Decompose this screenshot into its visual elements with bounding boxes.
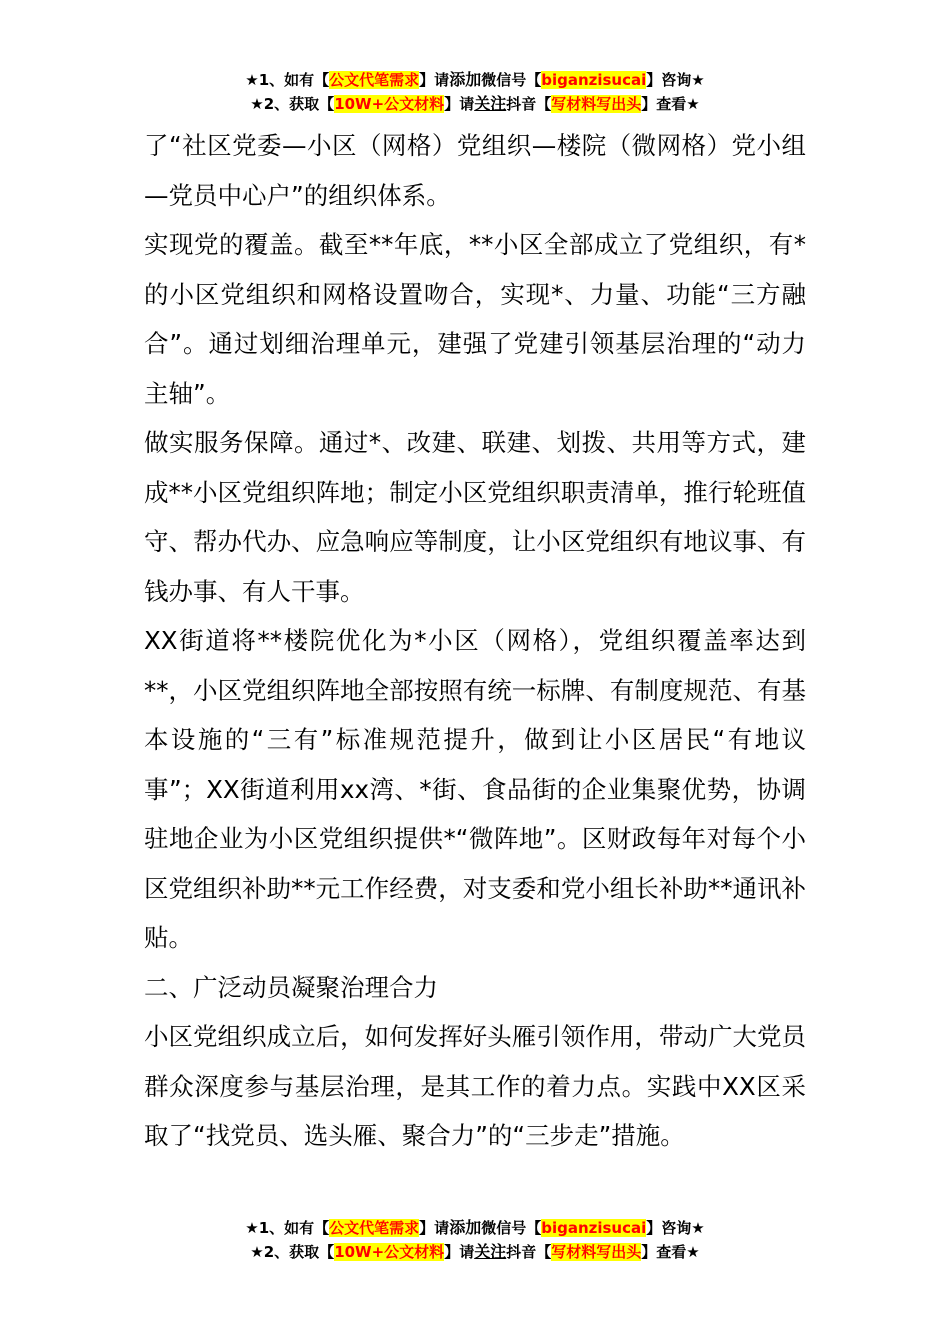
banner-line-2: ★2、获取【10W+公文材料】请关注抖音【写材料写出头】查看★ bbox=[250, 94, 700, 113]
banner-highlight: 公文代笔需求 bbox=[329, 1219, 420, 1237]
banner-wechat-id: biganzisucai bbox=[541, 1219, 647, 1237]
banner-highlight: 公文代笔需求 bbox=[329, 71, 420, 89]
banner-highlight: 10W+公文材料 bbox=[334, 1243, 445, 1261]
document-body bbox=[144, 121, 806, 1161]
banner-line-1: ★1、如有【公文代笔需求】请添加微信号【biganzisucai】咨询★ bbox=[245, 1218, 705, 1237]
header-banner bbox=[0, 68, 950, 116]
banner-douyin-id: 写材料写出头 bbox=[551, 1243, 642, 1261]
footer-banner bbox=[0, 1216, 950, 1264]
banner-highlight: 10W+公文材料 bbox=[334, 95, 445, 113]
paragraph: 小区党组织成立后，如何发挥好头雁引领作用，带动广大党员群众深度参与基层治理，是其工作的着力点。实践中XX区采取了“找党员、选头雁、聚合力”的“三步走”措施。 bbox=[144, 1022, 806, 1150]
banner-douyin-id: 写材料写出头 bbox=[551, 95, 642, 113]
paragraph: 了“社区党委—小区（网格）党组织—楼院（微网格）党小组—党员中心户”的组织体系。 bbox=[144, 131, 806, 210]
banner-line-1: ★1、如有【公文代笔需求】请添加微信号【biganzisucai】咨询★ bbox=[245, 70, 705, 89]
banner-wechat-id: biganzisucai bbox=[541, 71, 647, 89]
banner-line-2: ★2、获取【10W+公文材料】请关注抖音【写材料写出头】查看★ bbox=[250, 1242, 700, 1261]
paragraph: 实现党的覆盖。截至**年底，**小区全部成立了党组织，有*的小区党组织和网格设置吻合，实现*、力量、功能“三方融合”。通过划细治理单元，建强了党建引领基层治理的“动力主轴”。 bbox=[144, 230, 806, 408]
paragraph: XX街道将**楼院优化为*小区（网格），党组织覆盖率达到**，小区党组织阵地全部按照有统一标牌、有制度规范、有基本设施的“三有”标准规范提升，做到让小区居民“有地议事”；XX街道利用xx湾、*街、食品街的企业集聚优势，协调驻地企业为小区党组织提供*“微阵地”。区财政每年对每个小区党组织补助**元工作经费，对支委和党小组长补助**通讯补贴。 bbox=[144, 626, 806, 952]
section-heading: 二、广泛动员凝聚治理合力 bbox=[144, 972, 438, 1002]
paragraph: 做实服务保障。通过*、改建、联建、划拨、共用等方式，建成**小区党组织阵地；制定小区党组织职责清单，推行轮班值守、帮办代办、应急响应等制度，让小区党组织有地议事、有钱办事、有人干事。 bbox=[144, 428, 806, 606]
